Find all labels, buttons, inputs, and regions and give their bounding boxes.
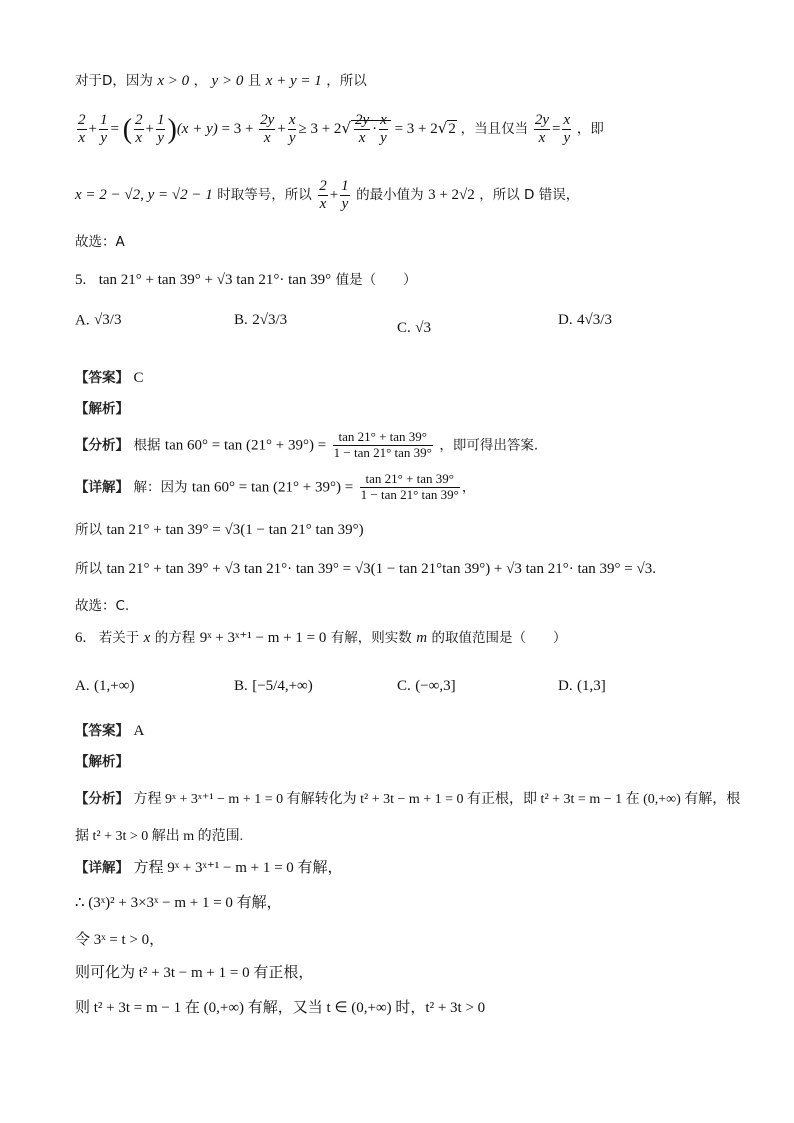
q5-number: 5. bbox=[75, 272, 87, 288]
q5-select: 故选：C. bbox=[75, 598, 130, 614]
q5-suffix: 值是（ ） bbox=[335, 272, 417, 288]
d-cond3: x + y = 1 bbox=[265, 73, 322, 89]
d-equal-text: ，当且仅当 bbox=[460, 121, 529, 138]
q5-fenxi-tag: 【分析】 bbox=[75, 437, 129, 454]
q6-number: 6. bbox=[75, 630, 87, 646]
q5-answer-line bbox=[75, 371, 143, 386]
q5-answer: C bbox=[133, 370, 144, 386]
q6-option-d-value: (1,3] bbox=[577, 678, 606, 694]
q6-fenxi-line1: 【分析】 方程 9ˣ + 3ˣ⁺¹ − m + 1 = 0 有解转化为 t² + 3t − m + 1 = 0 有正根，即 t² + 3t = m − 1 在 (0,+∞) 有解，根 bbox=[75, 791, 741, 807]
d-eq-x: x = 2 − √2, y = √2 − 1 bbox=[75, 187, 213, 204]
q6-answer-tag: 【答案】 bbox=[75, 723, 129, 739]
d-intro-line: 对于D，因为 x > 0 ， y > 0 且 x + y = 1 ，所以 bbox=[75, 73, 367, 89]
q6-option-b: B. [−5/4,+∞) bbox=[234, 678, 313, 694]
q5-option-c: C. √3 bbox=[397, 320, 431, 336]
select-a: 故选：A bbox=[75, 234, 125, 250]
q6-xiangjie-line: 【详解】 方程 9ˣ + 3ˣ⁺¹ − m + 1 = 0 有解， bbox=[75, 860, 343, 876]
q6-option-a-value: (1,+∞) bbox=[94, 678, 135, 694]
q5-line-a: 所以 tan 21° + tan 39° = √3(1 − tan 21° tan 39°) bbox=[75, 522, 364, 538]
q5-xiangjie-line: 【详解】 解：因为 tan 60° = tan (21° + 39°) = $\frac{\tan 21^\circ + \tan 39^\circ}{1 - \tan 21^\circ \tan 39^\circ}$ ， bbox=[75, 471, 476, 502]
d-qie: 且 bbox=[247, 73, 262, 89]
q6-stem: 6. 若关于 x 的方程 9ˣ + 3ˣ⁺¹ − m + 1 = 0 有解，则实数 m 的取值范围是（ ） bbox=[75, 630, 567, 646]
q6-answer: A bbox=[133, 723, 145, 739]
q5-option-d: D. 4√3/3 bbox=[558, 312, 612, 328]
q5-xiangjie-tag: 【详解】 bbox=[75, 479, 129, 496]
d-min-val: 3 + 2√2 bbox=[428, 187, 475, 204]
q6-option-c: C. (−∞,3] bbox=[397, 678, 456, 694]
q6-option-b-value: [−5/4,+∞) bbox=[252, 678, 313, 694]
q6-equation: 9ˣ + 3ˣ⁺¹ − m + 1 = 0 bbox=[199, 630, 327, 646]
q6-analysis-tag: 【解析】 bbox=[75, 754, 129, 770]
q5-answer-tag: 【答案】 bbox=[75, 370, 129, 386]
d-shi-qu: 时取等号，所以 bbox=[217, 187, 312, 204]
q6-option-a: A. (1,+∞) bbox=[75, 678, 135, 694]
q5-fenxi-line: 【分析】 根据 tan 60° = tan (21° + 39°) = $\frac{\tan 21^\circ + \tan 39^\circ}{1 - \tan 21^\circ \tan 39^\circ}$ ，即可得出答案. bbox=[75, 429, 539, 460]
q5-option-d-value: 4√3/3 bbox=[577, 312, 612, 328]
q5-expr: tan 21° + tan 39° + √3 tan 21°· tan 39° bbox=[98, 272, 332, 288]
q6-xj5: 则 t² + 3t = m − 1 在 (0,+∞) 有解，又当 t ∈ (0,+∞) 时，t² + 3t > 0 bbox=[75, 1000, 486, 1016]
d-ji: ，即 bbox=[576, 121, 604, 138]
q5-option-b: B. 2√3/3 bbox=[234, 312, 288, 328]
d-suoyi: ，所以 bbox=[326, 73, 367, 89]
q5-option-c-value: √3 bbox=[415, 320, 431, 336]
q6-option-c-value: (−∞,3] bbox=[415, 678, 456, 694]
q5-analysis-tag: 【解析】 bbox=[75, 401, 129, 417]
d-min-text: 的最小值为 bbox=[356, 187, 424, 204]
q6-fenxi-line2: 据 t² + 3t > 0 解出 m 的范围. bbox=[75, 829, 244, 844]
d-conclusion: ，所以 D 错误， bbox=[479, 187, 580, 204]
q6-answer-line bbox=[75, 724, 144, 739]
q5-stem bbox=[75, 273, 417, 288]
d-intro: 对于D，因为 bbox=[75, 73, 153, 89]
q6-xj3: 令 3ˣ = t > 0， bbox=[75, 932, 165, 948]
d-inequality-line: $\frac{2}{x}$ + $\frac{1}{y}$ = ( $\frac{2}{x}$ + $\frac{1}{y}$ )(x + y) = 3 + $\frac{2y}{x}$ + $\frac{x}{y}$ ≥ 3 + 2√ $\frac{2y}{x}$ · $\frac{x}{y}$ = 3 + 2√2 ，当且仅当 $\frac{2y}{x}$ = $\frac{x}{y}$ ，即 bbox=[78, 112, 604, 147]
d-equality-line: x = 2 − √2, y = √2 − 1 时取等号，所以 $\frac{2}{x}$ + $\frac{1}{y}$ 的最小值为 3 + 2√2 ，所以 D 错误， bbox=[75, 178, 580, 213]
q6-option-d: D. (1,3] bbox=[558, 678, 606, 694]
q6-fenxi-tag: 【分析】 bbox=[75, 791, 129, 807]
q5-line-b: 所以 tan 21° + tan 39° + √3 tan 21°· tan 39° = √3(1 − tan 21°tan 39°) + √3 tan 21°· tan 39° = √3. bbox=[75, 561, 656, 577]
d-cond2: y > 0 bbox=[211, 73, 244, 89]
q5-option-a-value: √3/3 bbox=[94, 312, 122, 328]
q5-option-a: A. √3/3 bbox=[75, 312, 122, 329]
d-cond1: x > 0 bbox=[157, 73, 190, 89]
q6-xiangjie-tag: 【详解】 bbox=[75, 860, 129, 876]
q6-xj2: ∴ (3ˣ)² + 3×3ˣ − m + 1 = 0 有解， bbox=[75, 895, 282, 911]
q6-xj4: 则可化为 t² + 3t − m + 1 = 0 有正根， bbox=[75, 965, 314, 981]
q5-option-b-value: 2√3/3 bbox=[252, 312, 288, 328]
